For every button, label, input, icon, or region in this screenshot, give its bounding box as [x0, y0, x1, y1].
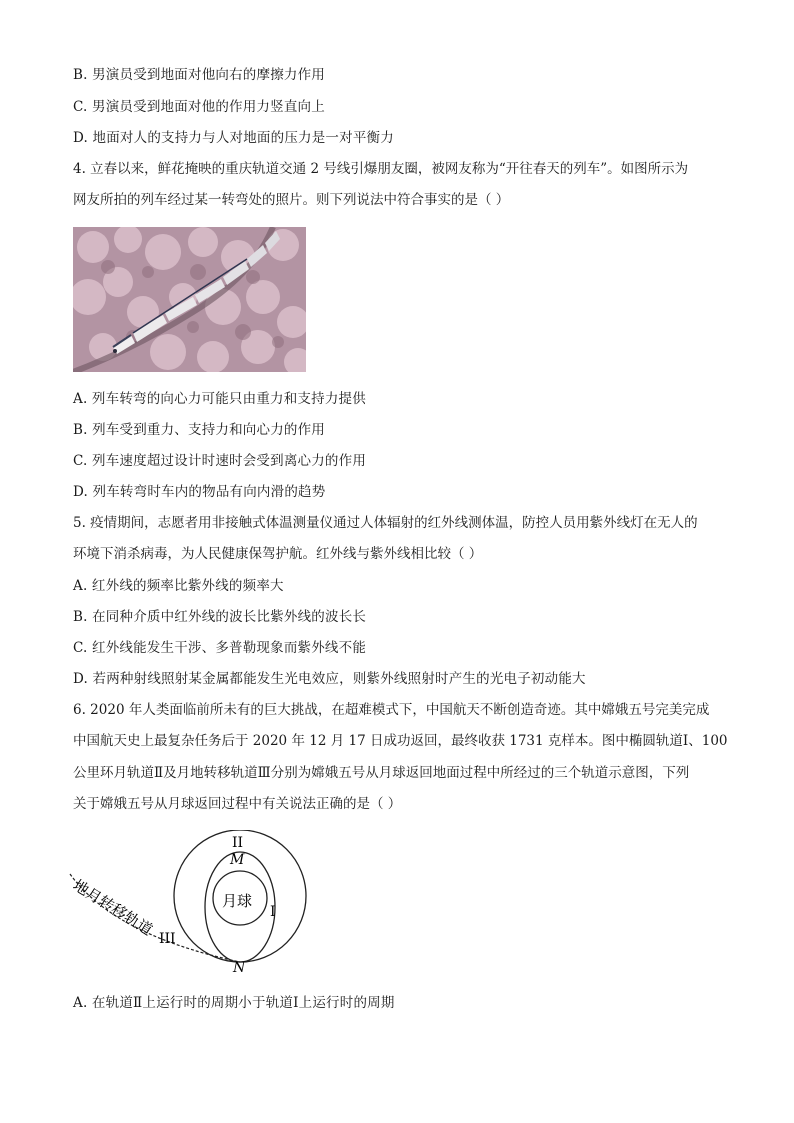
q4-stem-line-2: 网友所拍的列车经过某一转弯处的照片。则下列说法中符合事实的是（ ） — [73, 192, 510, 208]
q4-option-c: C. 列车速度超过设计时速时会受到离心力的作用 — [73, 453, 367, 469]
point-n-label: N — [233, 960, 246, 976]
q5-option-b: B. 在同种介质中红外线的波长比紫外线的波长长 — [73, 609, 367, 625]
q3-option-c: C. 男演员受到地面对他的作用力竖直向上 — [73, 99, 325, 115]
orbit-ii-label: II — [232, 835, 244, 851]
train-photo — [73, 227, 306, 372]
q4-option-a: A. 列车转弯的向心力可能只由重力和支持力提供 — [73, 391, 366, 407]
q5-stem-line-1: 5. 疫情期间，志愿者用非接触式体温测量仪通过人体辐射的红外线测体温，防控人员用紫外线灯在无人的 — [73, 515, 698, 531]
q6-option-a: A. 在轨道Ⅱ上运行时的周期小于轨道Ⅰ上运行时的周期 — [73, 995, 395, 1011]
q4-stem-line-1: 4. 立春以来，鲜花掩映的重庆轨道交通 2 号线引爆朋友圈，被网友称为“开往春天的列车”。如图所示为 — [73, 161, 689, 177]
q6-stem-line-4: 关于嫦娥五号从月球返回过程中有关说法正确的是（ ） — [73, 796, 402, 812]
q6-stem-line-2: 中国航天史上最复杂任务后于 2020 年 12 月 17 日成功返回，最终收获 1731 克样本。图中椭圆轨道Ⅰ、100 — [73, 733, 728, 749]
q6-stem-line-1: 6. 2020 年人类面临前所未有的巨大挑战，在超难模式下，中国航天不断创造奇迹。其中嫦娥五号完美完成 — [73, 702, 710, 718]
moon-label: 月球 — [222, 892, 253, 910]
orbit-i-label: I — [270, 904, 276, 920]
q5-option-a: A. 红外线的频率比紫外线的频率大 — [73, 578, 284, 594]
orbit-diagram — [66, 830, 326, 980]
q4-option-d: D. 列车转弯时车内的物品有向内滑的趋势 — [73, 484, 326, 500]
q6-stem-line-3: 公里环月轨道Ⅱ及月地转移轨道Ⅲ分别为嫦娥五号从月球返回地面过程中所经过的三个轨道示意图，下列 — [73, 765, 690, 781]
q4-option-b: B. 列车受到重力、支持力和向心力的作用 — [73, 422, 326, 438]
q5-option-c: C. 红外线能发生干涉、多普勒现象而紫外线不能 — [73, 640, 367, 656]
q5-option-d: D. 若两种射线照射某金属都能发生光电效应，则紫外线照射时产生的光电子初动能大 — [73, 671, 586, 687]
transfer-orbit-label: 地月转移轨道 — [69, 876, 156, 940]
q3-option-d: D. 地面对人的支持力与人对地面的压力是一对平衡力 — [73, 130, 394, 146]
point-m-label: M — [230, 852, 245, 868]
q3-option-b: B. 男演员受到地面对他向右的摩擦力作用 — [73, 67, 326, 83]
q5-stem-line-2: 环境下消杀病毒，为人民健康保驾护航。红外线与紫外线相比较（ ） — [73, 546, 483, 562]
orbit-iii-label: III — [159, 931, 176, 947]
